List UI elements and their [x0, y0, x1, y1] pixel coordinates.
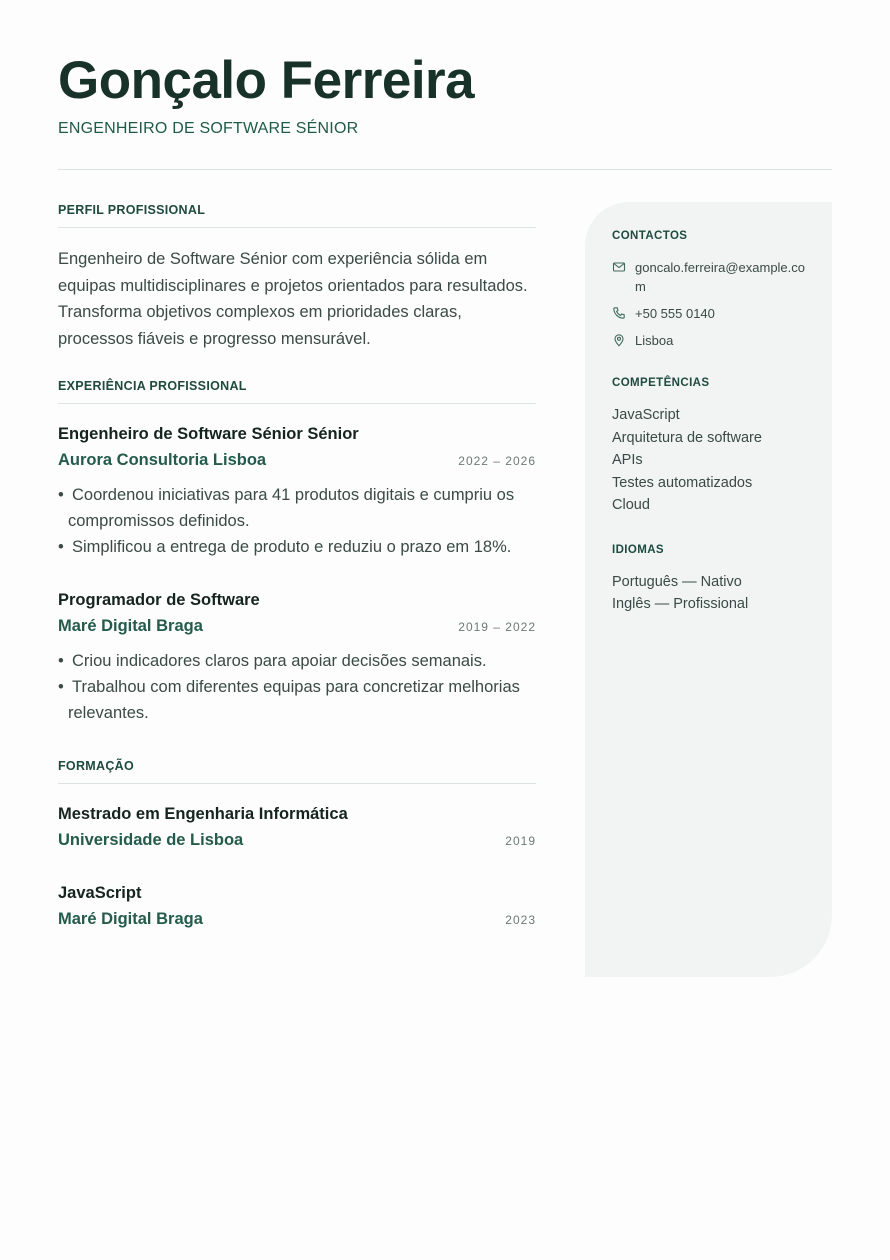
languages-section	[612, 544, 810, 616]
contacts-title: CONTACTOS	[612, 230, 688, 242]
education-degree: Mestrado em Engenharia Informática	[58, 805, 348, 823]
language-item: Inglês — Profissional	[612, 596, 749, 612]
skill-item: Cloud	[612, 497, 650, 513]
job-title: Engenheiro de Software Sénior Sénior	[58, 425, 359, 443]
education-entry	[58, 883, 536, 929]
contact-email-text[interactable]: goncalo.ferreira@example.com	[635, 260, 806, 294]
job-company: Maré Digital Braga	[58, 617, 203, 635]
job-dates: 2022 – 2026	[458, 454, 536, 468]
language-item: Português — Nativo	[612, 573, 742, 590]
skill-item: JavaScript	[612, 407, 680, 423]
contact-phone-text[interactable]: +50 555 0140	[635, 306, 715, 321]
languages-list	[612, 571, 810, 616]
skills-title: COMPETÊNCIAS	[612, 377, 710, 389]
education-institution: Universidade de Lisboa	[58, 831, 244, 849]
experience-section	[58, 379, 536, 726]
skill-item: Testes automatizados	[612, 474, 753, 491]
education-section	[58, 759, 536, 929]
education-entry	[58, 804, 536, 850]
resume-header	[58, 50, 832, 138]
contacts-section	[612, 230, 810, 350]
contact-location	[612, 331, 810, 350]
skill-item: Arquitetura de software	[612, 429, 762, 446]
job-bullets	[58, 648, 536, 726]
skills-section	[612, 377, 810, 517]
job-bullet	[58, 534, 536, 560]
sidebar	[585, 202, 832, 977]
contact-email	[612, 258, 810, 296]
profile-text: Engenheiro de Software Sénior com experiência sólida em equipas multidisciplinares e projetos orientados para resultados. Transforma objetivos complexos em prioridades claras, processos fiáveis e progresso mensurável.	[58, 250, 528, 348]
candidate-name: Gonçalo Ferreira	[58, 51, 475, 110]
job-bullet	[58, 482, 536, 534]
header-divider	[58, 169, 832, 170]
contact-location-text: Lisboa	[635, 333, 674, 348]
profile-section	[58, 203, 536, 352]
contacts-list	[612, 258, 810, 350]
contact-phone	[612, 304, 810, 323]
education-year: 2019	[505, 834, 536, 848]
job-bullet-text: Simplificou a entrega de produto e reduziu o prazo em 18%.	[72, 538, 512, 556]
experience-title: EXPERIÊNCIA PROFISSIONAL	[58, 379, 536, 404]
job-bullets	[58, 482, 536, 560]
candidate-role: ENGENHEIRO DE SOFTWARE SÉNIOR	[58, 120, 359, 137]
job-bullet	[58, 648, 536, 674]
skills-list	[612, 404, 810, 517]
skill-item: APIs	[612, 452, 643, 468]
education-degree: JavaScript	[58, 884, 142, 902]
job-entry	[58, 590, 536, 726]
job-bullet-text: Trabalhou com diferentes equipas para concretizar melhorias relevantes.	[68, 678, 520, 722]
languages-title: IDIOMAS	[612, 543, 664, 556]
job-bullet	[58, 674, 536, 726]
job-bullet-text: Coordenou iniciativas para 41 produtos digitais e cumpriu os compromissos definidos.	[68, 486, 515, 530]
phone-icon	[612, 306, 626, 320]
job-dates: 2019 – 2022	[458, 620, 536, 634]
education-year: 2023	[505, 913, 536, 927]
job-title: Programador de Software	[58, 591, 260, 609]
education-title: FORMAÇÃO	[58, 759, 536, 784]
job-company: Aurora Consultoria Lisboa	[58, 451, 267, 469]
profile-title: PERFIL PROFISSIONAL	[58, 203, 536, 228]
education-institution: Maré Digital Braga	[58, 910, 203, 928]
mail-icon	[612, 260, 626, 274]
main-column	[58, 203, 536, 929]
job-bullet-text: Criou indicadores claros para apoiar decisões semanais.	[72, 652, 487, 670]
map-pin-icon	[612, 333, 626, 347]
job-entry	[58, 424, 536, 560]
